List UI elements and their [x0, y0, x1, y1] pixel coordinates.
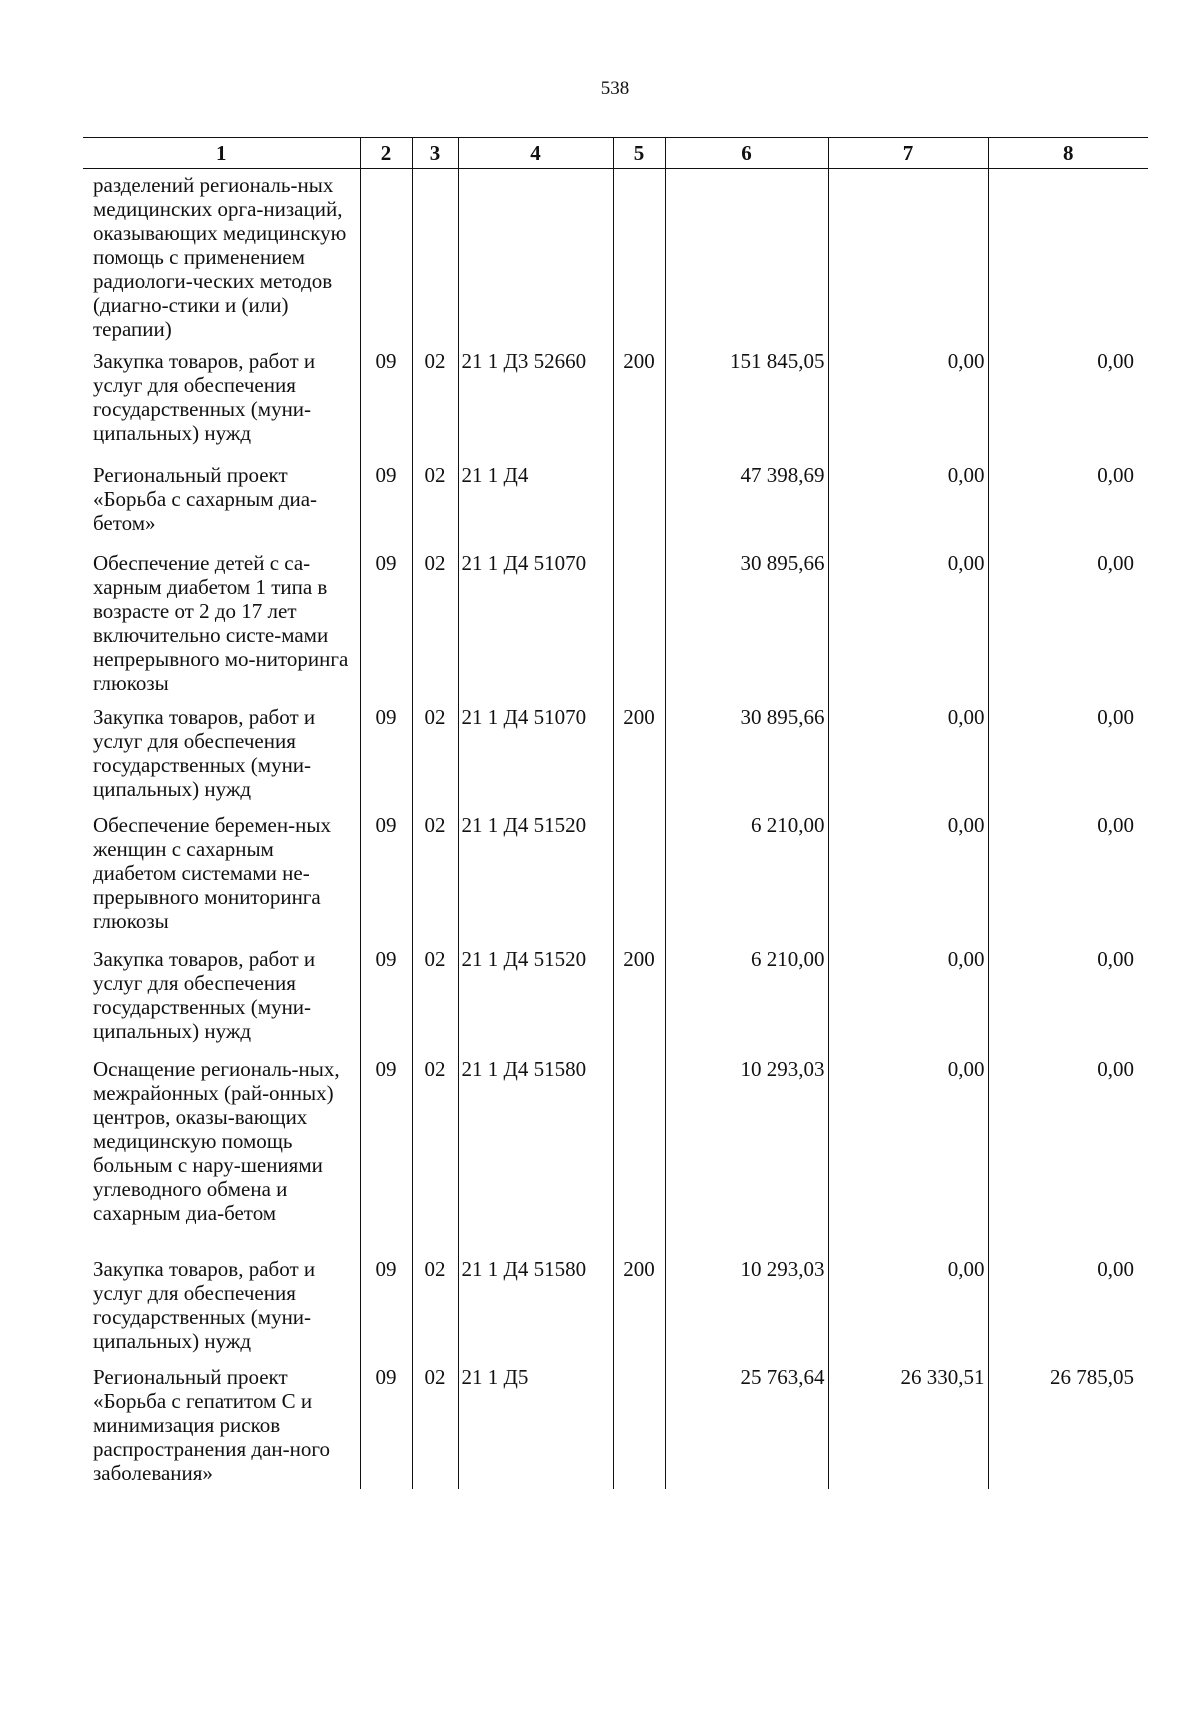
amount-col6: 10 293,03	[665, 1053, 828, 1253]
section-code: 09	[360, 345, 412, 459]
subsection-code: 02	[412, 345, 458, 459]
table-row	[83, 459, 1148, 547]
section-code: 09	[360, 809, 412, 943]
expense-type-code: 200	[613, 345, 665, 459]
header-row	[83, 138, 1148, 169]
table-row	[83, 1253, 1148, 1361]
expense-type-code	[613, 1053, 665, 1253]
amount-col7: 0,00	[828, 1053, 988, 1253]
amount-col6: 6 210,00	[665, 809, 828, 943]
amount-col8	[988, 169, 1148, 346]
section-code: 09	[360, 1253, 412, 1361]
section-code: 09	[360, 547, 412, 701]
amount-col7: 26 330,51	[828, 1361, 988, 1489]
column-header: 4	[458, 138, 613, 169]
amount-col8: 0,00	[988, 701, 1148, 809]
subsection-code: 02	[412, 459, 458, 547]
table-row	[83, 547, 1148, 701]
row-name: разделений региональ-ных медицинских орга-низаций, оказывающих медицинскую помощь с применением радиологи-ческих методов (диагно-стики и (или) терапии)	[93, 173, 347, 341]
row-name: Региональный проект «Борьба с гепатитом С и минимизация рисков распространения дан-ного заболевания»	[93, 1365, 330, 1485]
amount-col6: 10 293,03	[665, 1253, 828, 1361]
amount-col7: 0,00	[828, 701, 988, 809]
subsection-code: 02	[412, 547, 458, 701]
table-row	[83, 169, 1148, 346]
row-name: Обеспечение беремен-ных женщин с сахарным диабетом системами не-прерывного мониторинга глюкозы	[93, 813, 331, 933]
subsection-code: 02	[412, 809, 458, 943]
subsection-code: 02	[412, 1361, 458, 1489]
row-name: Закупка товаров, работ и услуг для обеспечения государственных (муни-ципальных) нужд	[93, 947, 316, 1043]
table-row	[83, 1053, 1148, 1253]
amount-col8: 0,00	[988, 943, 1148, 1053]
amount-col6: 47 398,69	[665, 459, 828, 547]
amount-col7	[828, 169, 988, 346]
amount-col6: 151 845,05	[665, 345, 828, 459]
target-article-code: 21 1 Д4 51070	[458, 547, 613, 701]
amount-col7: 0,00	[828, 547, 988, 701]
column-header: 5	[613, 138, 665, 169]
amount-col8: 26 785,05	[988, 1361, 1148, 1489]
column-header: 6	[665, 138, 828, 169]
row-name: Оснащение региональ-ных, межрайонных (рай-онных) центров, оказы-вающих медицинскую помощь больным с нару-шениями углеводного обмена и сахарным диа-бетом	[93, 1057, 340, 1225]
expense-type-code: 200	[613, 1253, 665, 1361]
column-header: 1	[83, 138, 360, 169]
amount-col6: 30 895,66	[665, 547, 828, 701]
amount-col8: 0,00	[988, 547, 1148, 701]
target-article-code: 21 1 Д4 51520	[458, 943, 613, 1053]
subsection-code: 02	[412, 701, 458, 809]
target-article-code: 21 1 Д4	[458, 459, 613, 547]
target-article-code: 21 1 Д4 51070	[458, 701, 613, 809]
target-article-code: 21 1 Д3 52660	[458, 345, 613, 459]
section-code: 09	[360, 1053, 412, 1253]
amount-col7: 0,00	[828, 459, 988, 547]
amount-col7: 0,00	[828, 943, 988, 1053]
target-article-code: 21 1 Д5	[458, 1361, 613, 1489]
amount-col6: 25 763,64	[665, 1361, 828, 1489]
amount-col6	[665, 169, 828, 346]
amount-col7: 0,00	[828, 1253, 988, 1361]
column-header: 7	[828, 138, 988, 169]
column-header: 8	[988, 138, 1148, 169]
row-name: Региональный проект «Борьба с сахарным диа-бетом»	[93, 463, 318, 535]
table-row	[83, 345, 1148, 459]
table-row	[83, 1361, 1148, 1489]
page-number: 538	[600, 78, 630, 99]
row-name: Обеспечение детей с са-харным диабетом 1 типа в возрасте от 2 до 17 лет включительно систе-мами непрерывного мо-ниторинга глюкозы	[93, 551, 349, 695]
row-name: Закупка товаров, работ и услуг для обеспечения государственных (муни-ципальных) нужд	[93, 1257, 316, 1353]
section-code: 09	[360, 459, 412, 547]
section-code: 09	[360, 1361, 412, 1489]
amount-col8: 0,00	[988, 459, 1148, 547]
section-code: 09	[360, 701, 412, 809]
section-code: 09	[360, 943, 412, 1053]
row-name: Закупка товаров, работ и услуг для обеспечения государственных (муни-ципальных) нужд	[93, 349, 316, 445]
target-article-code: 21 1 Д4 51520	[458, 809, 613, 943]
table-row	[83, 809, 1148, 943]
amount-col8: 0,00	[988, 1253, 1148, 1361]
subsection-code	[412, 169, 458, 346]
expense-type-code	[613, 169, 665, 346]
expense-type-code	[613, 809, 665, 943]
table-row	[83, 701, 1148, 809]
row-name: Закупка товаров, работ и услуг для обеспечения государственных (муни-ципальных) нужд	[93, 705, 316, 801]
budget-table	[83, 137, 1148, 1489]
target-article-code: 21 1 Д4 51580	[458, 1253, 613, 1361]
amount-col8: 0,00	[988, 345, 1148, 459]
amount-col7: 0,00	[828, 809, 988, 943]
amount-col8: 0,00	[988, 1053, 1148, 1253]
table-row	[83, 943, 1148, 1053]
target-article-code: 21 1 Д4 51580	[458, 1053, 613, 1253]
expense-type-code	[613, 459, 665, 547]
section-code	[360, 169, 412, 346]
expense-type-code: 200	[613, 701, 665, 809]
expense-type-code	[613, 547, 665, 701]
subsection-code: 02	[412, 943, 458, 1053]
amount-col6: 6 210,00	[665, 943, 828, 1053]
amount-col8: 0,00	[988, 809, 1148, 943]
expense-type-code	[613, 1361, 665, 1489]
expense-type-code: 200	[613, 943, 665, 1053]
subsection-code: 02	[412, 1253, 458, 1361]
amount-col6: 30 895,66	[665, 701, 828, 809]
amount-col7: 0,00	[828, 345, 988, 459]
subsection-code: 02	[412, 1053, 458, 1253]
target-article-code	[458, 169, 613, 346]
column-header: 2	[360, 138, 412, 169]
column-header: 3	[412, 138, 458, 169]
